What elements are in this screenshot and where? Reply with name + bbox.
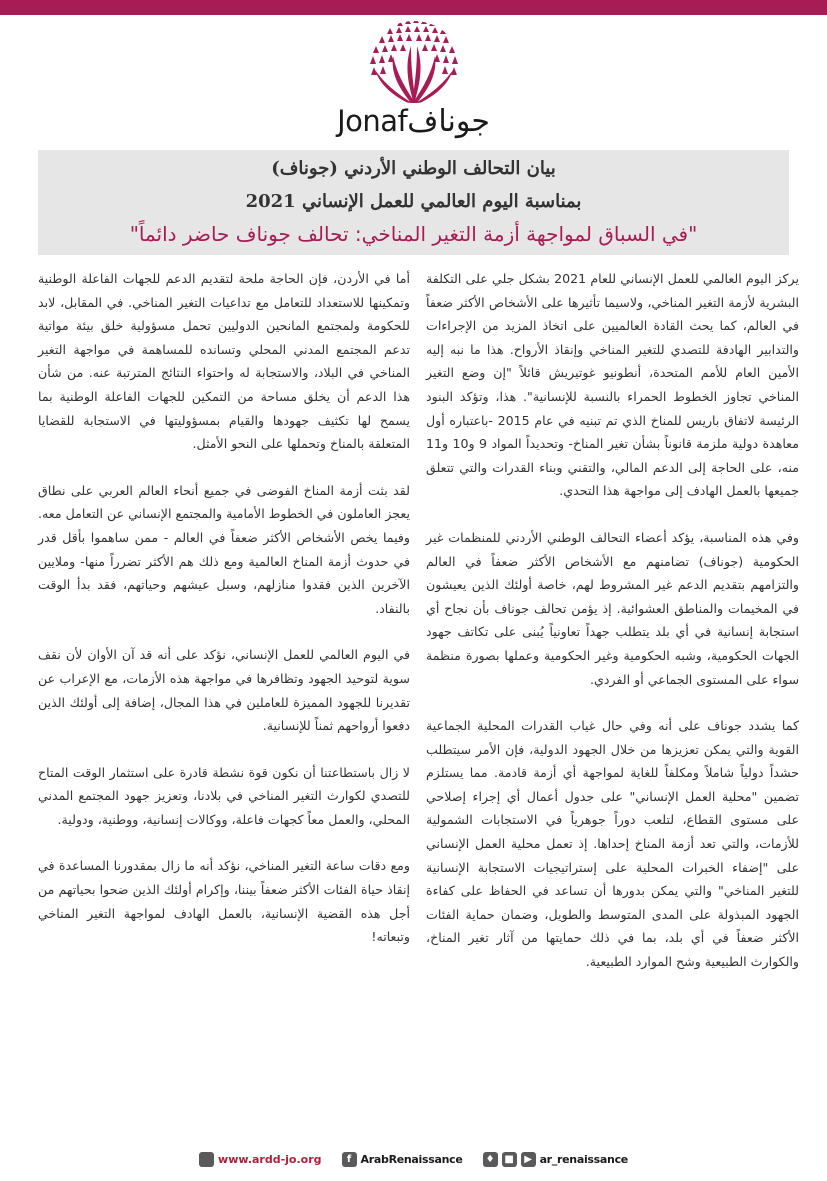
paragraph: لقد بثت أزمة المناخ الفوضى في جميع أنحاء العالم العربي على نطاق يعجز العاملون في الخطوط الأمامية والمجتمع الإنساني عن التعامل معه. وفيما يخص الأشخاص الأكثر ضعفاً في العالم - ممن ساهموا بأقل قدر في حدوث أزمة المناخ العالمية ومع ذلك هم الأكثر تضرراً منها- وملايين الآخرين الذين فقدوا منازلهم، وسبل عيشهم وحياتهم، فقد بدأ الوقت بالنفاد. — [38, 482, 410, 616]
globe-icon — [199, 1152, 214, 1167]
social-handle[interactable]: ar_renaissance — [539, 1152, 628, 1166]
paragraph: لا زال باستطاعتنا أن نكون قوة نشطة قادرة على استثمار الوقت المتاح للتصدي لكوارث التغير المناخي في بلادنا، وتعزيز جهود المجتمع المدني المحلي، والعمل معاً كجهات فاعلة، ووكالات إنسانية، ووطنية، ودولية. — [38, 764, 410, 827]
statement-title-box — [38, 150, 789, 255]
paragraph: في اليوم العالمي للعمل الإنساني، نؤكد على أنه قد آن الأوان لأن نقف سوية لتوحيد الجهود وتظافرها في مواجهة هذه الأزمات، مع الإعراب عن تقديرنا للجهود المميزة للعاملين في هذا المجال، إضافة إلى أولئك الذين دفعوا أرواحهم ثمناً للإنسانية. — [38, 647, 410, 734]
logo-text-arabic: جوناف — [407, 104, 490, 139]
footer-facebook[interactable] — [342, 1152, 463, 1167]
logo-wordmark — [300, 104, 527, 139]
top-accent-bar — [0, 0, 827, 15]
youtube-icon: ▶ — [521, 1152, 536, 1167]
facebook-handle[interactable]: ArabRenaissance — [360, 1152, 463, 1166]
title-line-slogan: "في السباق لمواجهة أزمة التغير المناخي: تحالف جوناف حاضر دائماً" — [129, 222, 698, 246]
body-column-right — [426, 267, 799, 997]
body-column-left — [38, 267, 410, 972]
paragraph: كما يشدد جوناف على أنه وفي حال غياب القدرات المحلية الجماعية القوية والتي يمكن تعزيزها من خلال الجهود الدولية، فإن الأمر سيتطلب حشداً دولياً شاملاً ومكلفاً للغاية لمواجهة أي أزمة قادمة. مما يستلزم تضمين "محلية العمل الإنساني" على جدول أعمال أي إجراء إصلاحي على مستوى القطاع، لتلعب دوراً جوهرياً في الاستجابات الشمولية للأزمات، والتي تعد أزمة المناخ إحداها. إذ تعمل محلية العمل الإنساني على "إضفاء الخبرات المحلية على إستراتيجيات الاستجابة الإنسانية للتغير المناخي" والتي يمكن بدورها أن تساعد في الحفاظ على كفاءة الجهود المبذولة على المدى المتوسط والطويل، وضمان حماية الفئات الأكثر ضعفاً في أي بلد، بما في ذلك حمايتها من آثار تغير المناخ، والكوارث الطبيعية وشح الموارد الطبيعية. — [426, 718, 799, 970]
facebook-icon: f — [342, 1152, 357, 1167]
instagram-icon: ■ — [502, 1152, 517, 1167]
jonaf-logo — [300, 18, 527, 140]
paragraph: وفي هذه المناسبة، يؤكد أعضاء التحالف الوطني الأردني للمنظمات غير الحكومية (جوناف) تضامنهم مع الأشخاص الأكثر ضعفاً في العالم والتزامهم بتقديم الدعم غير المشروط لهم، خاصة أولئك الذين يعيشون في المخيمات والمناطق العشوائية. إذ يؤمن تحالف جوناف بأن نجاح أي استجابة إنسانية في أي بلد يتطلب جهداً تعاونياً يُبنى على تكاتف جهود الجهات الحكومية، وشبه الحكومية وغير الحكومية وعملها بصورة منظمة سواء على المستوى الجماعي أو الفردي. — [426, 529, 799, 687]
twitter-icon: ♦ — [483, 1152, 498, 1167]
title-line-occasion: بمناسبة اليوم العالمي للعمل الإنساني 2021 — [245, 191, 582, 212]
flower-logo-icon — [367, 20, 461, 104]
website-link[interactable]: www.ardd-jo.org — [218, 1152, 322, 1166]
footer-contacts — [0, 1148, 827, 1170]
footer-website[interactable] — [199, 1152, 322, 1167]
paragraph: يركز اليوم العالمي للعمل الإنساني للعام 2021 بشكل جلي على التكلفة البشرية لأزمة التغير المناخي، ولاسيما تأثيرها على الأشخاص الأكثر ضعفاً في العالم، كما يحث القادة العالميين على اتخاذ المزيد من الإجراءات والتدابير الهادفة للتصدي للتغير المناخي وإنقاذ الأرواح. هذا ما نبه إليه الأمين العام للأمم المتحدة، أنطونيو غوتيريش قائلاً "إن وضع التغير المناخي تجاوز الخطوط الحمراء بالنسبة للإنسانية". هذا، وتؤكد البنود الرئيسة لاتفاق باريس للمناخ الذي تم تبنيه في عام 2015 -باعتباره أول معاهدة دولية ملزمة قانوناً بشأن تغير المناخ- وتحديداً المواد 9 و10 و11 منه، على الحاجة إلى الدعم المالي، والتقني وبناء القدرات والتي تتعلق جميعها بالعمل الهادف إلى مواجهة هذا التحدي. — [426, 271, 799, 499]
logo-text-latin: Jonaf — [337, 104, 408, 138]
paragraph: ومع دقات ساعة التغير المناخي، نؤكد أنه ما زال بمقدورنا المساعدة في إنقاذ حياة الفئات الأكثر ضعفاً بيننا، وإكرام أولئك الذين ضحوا بحياتهم من أجل هذه القضية الإنسانية، بالعمل الهادف لمواجهة التغير المناخي وتبعاته! — [38, 858, 410, 945]
footer-social[interactable] — [483, 1152, 628, 1167]
title-line-statement: بيان التحالف الوطني الأردني (جوناف) — [271, 158, 556, 179]
paragraph: أما في الأردن، فإن الحاجة ملحة لتقديم الدعم للجهات الفاعلة الوطنية وتمكينها للاستعداد للتعامل مع تداعيات التغير المناخي. في المقابل، لابد للحكومة ولمجتمع المانحين الدوليين تحمل مسؤولية خلق بيئة مواتية تدعم المجتمع المدني المحلي وتسانده للمساهمة في مواجهة التغير المناخي في البلاد، والاستجابة له واحتواء النتائج المترتبة عنه. من شأن هذا الدعم أن يخلق مساحة من التمكين للجهات الفاعلة الوطنية بما يسمح لها تكثيف جهودها والقيام بمسؤوليتها في الاستجابة للقضايا المتعلقة بالمناخ وتحملها على النحو الأمثل. — [38, 271, 410, 452]
